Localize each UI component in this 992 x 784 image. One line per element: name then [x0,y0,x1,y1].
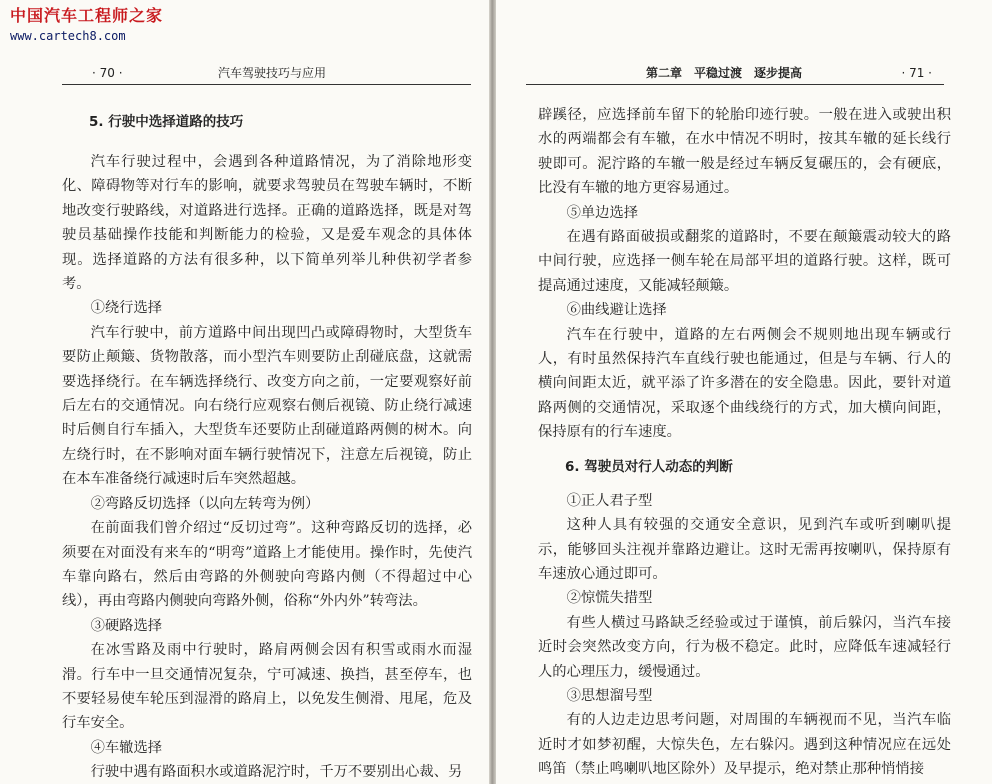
subheading-single-side: ⑤单边选择 [566,204,639,221]
subheading-distracted: ③思想溜号型 [566,687,653,704]
right-running-head [526,64,944,82]
subheading-curve-cut: ②弯路反切选择（以向左转弯为例） [90,495,320,512]
paragraph: 汽车行驶中，前方道路中间出现凹凸或障碍物时，大型货车要防止颠簸、货物散落，而小型汽车则要防止刮碰底盘，这就需要选择绕行。在车辆选择绕行、改变方向之前，一定要观察好前后左右的交通情况。向右绕行应观察右侧后视镜、防止绕行减速时后侧自行车插入，大型货车还要防止刮碰道路两侧的树木。向左绕行时，在不影响对面车辆行驶情况下，注意左后视镜，防止在本车准备绕行减速时后车突然超越。 [62,324,472,488]
subheading-panic: ②惊慌失措型 [566,590,653,607]
right-header-rule [526,84,944,85]
paragraph: 汽车行驶过程中，会遇到各种道路情况，为了消除地形变化、障碍物等对行车的影响，就要求驾驶员在驾驶车辆时，不断地改变行驶路线，对道路进行选择。正确的道路选择，既是对驾驶员基础操作技能和判断能力的检验，又是爱车观念的具体体现。选择道路的方法有很多种，以下简单列举儿种供初学者参考。 [62,154,472,293]
paragraph: 在冰雪路及雨中行驶时，路肩两侧会因有积雪或雨水而湿滑。行车中一旦交通情况复杂，宁可减速、换挡，甚至停车，也不要轻易使车轮压到湿滑的路肩上，以免发生侧滑、甩尾，危及行车安全。 [62,642,472,732]
paragraph: 汽车在行驶中，道路的左右两侧会不规则地出现车辆或行人，有时虽然保持汽车直线行驶也能通过，但是与车辆、行人的横向间距太近，就平添了许多潜在的安全隐患。因此，要针对道路两侧的交通情况，采取逐个曲线绕行的方式，加大横向间距，保持原有的行车速度。 [538,326,951,441]
paragraph: 这种人具有较强的交通安全意识，见到汽车或听到喇叭提示，能够回头注视并靠路边避让。这时无需再按喇叭，保持原有车速放心通过即可。 [538,517,951,582]
watermark-url: www.cartech8.com [10,29,126,43]
book-gutter [489,0,496,784]
site-watermark [10,6,163,44]
subheading-rut: ④车辙选择 [90,739,163,756]
subheading-detour: ①绕行选择 [90,300,163,317]
paragraph-continued: 辟蹊径，应选择前车留下的轮胎印迹行驶。一般在进入或驶出积水的两端都会有车辙，在水中情况不明时，按其车辙的延长线行驶即可。泥泞路的车辙一般是经过车辆反复碾压的，会有硬底，比没有车辙的地方更容易通过。 [538,107,951,197]
paragraph: 在前面我们曾介绍过“反切过弯”。这种弯路反切的选择，必须要在对面没有来车的“明弯”道路上才能使用。操作时，先使汽车靠向路右，然后由弯路的外侧驶向弯路内侧（不得超过中心线），再由弯路内侧驶向弯路外侧，俗称“外内外”转弯法。 [62,520,472,610]
right-running-title: 第二章 平稳过渡 逐步提高 [646,66,803,80]
section-6-heading: 6. 驾驶员对行人动态的判断 [565,458,733,475]
section-5-heading: 5. 行驶中选择道路的技巧 [89,114,244,130]
left-running-title: 汽车驾驶技巧与应用 [218,66,327,80]
left-header-rule [62,84,471,85]
left-page-number: · 70 · [92,66,123,80]
subheading-curve-avoid: ⑥曲线避让选择 [566,302,667,319]
subheading-gentleman: ①正人君子型 [566,492,653,509]
right-page [496,0,992,784]
paragraph: 行驶中遇有路面积水或道路泥泞时，千万不要别出心裁、另 [90,764,463,781]
paragraph: 有些人横过马路缺乏经验或过于谨慎，前后躲闪，当汽车接近时会突然改变方向，行为极不稳定。此时，应降低车速减轻行人的心理压力，缓慢通过。 [538,614,951,680]
right-body-text [538,103,951,782]
paragraph: 在遇有路面破损或翻浆的道路时，不要在颠簸震动较大的路中间行驶，应选择一侧车轮在局部平坦的道路行驶。这样，既可提高通过速度，又能减轻颠簸。 [538,229,951,294]
watermark-title: 中国汽车工程师之家 [10,6,164,25]
left-running-head [62,64,471,82]
left-body-text [62,110,472,784]
right-page-number: · 71 · [901,66,932,80]
paragraph: 有的人边走边思考问题，对周围的车辆视而不见，当汽车临近时才如梦初醒，大惊失色，左右躲闪。遇到这种情况应在远处鸣笛（禁止鸣喇叭地区除外）及早提示，绝对禁止那种悄悄接 [538,712,951,778]
left-page [0,0,489,784]
subheading-hard-road: ③硬路选择 [90,617,163,634]
